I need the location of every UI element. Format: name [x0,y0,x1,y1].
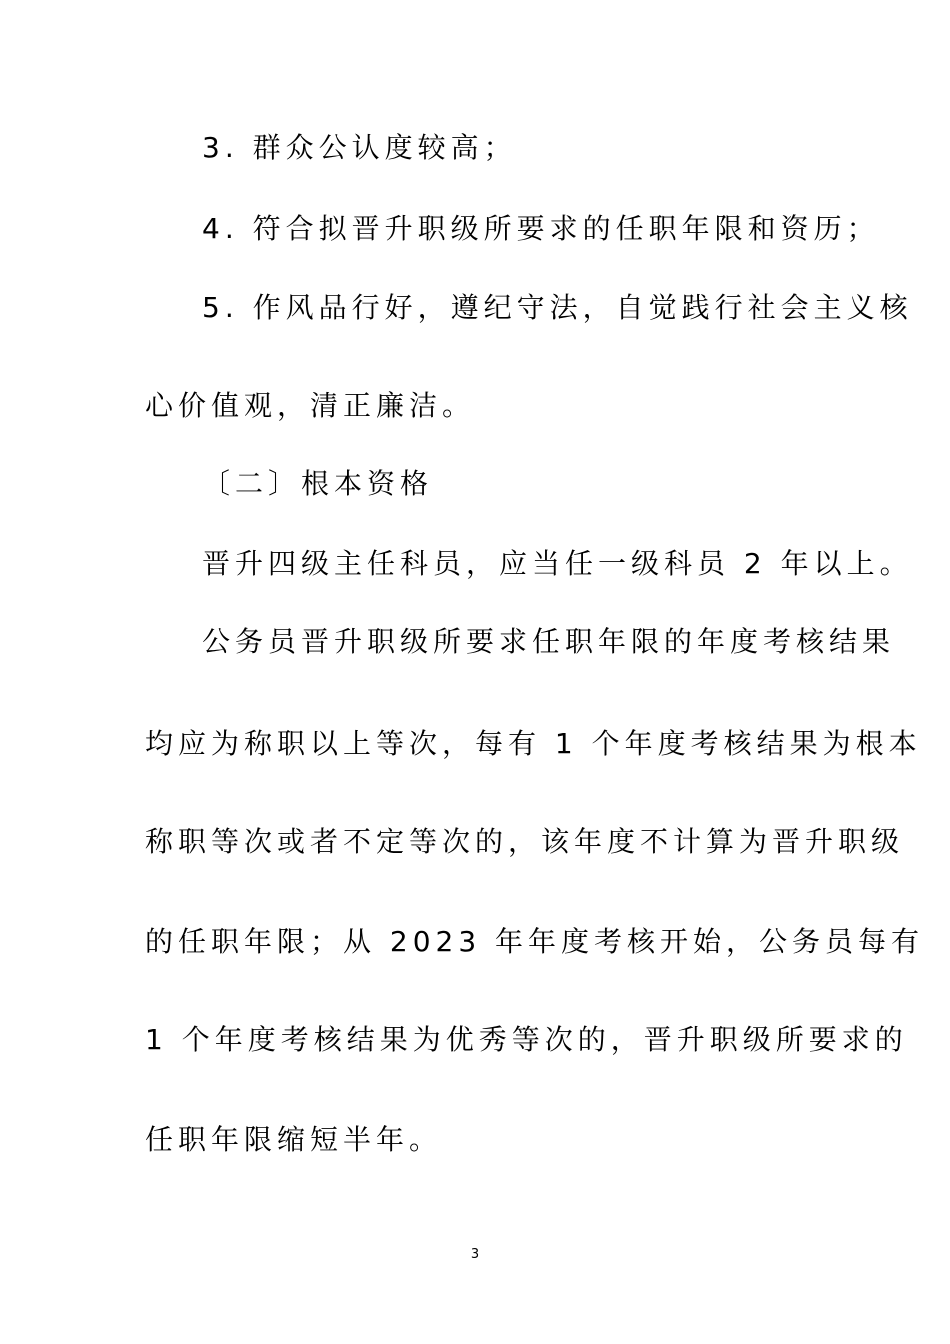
criterion-3: 3. 群众公认度较高； [202,131,517,164]
criterion-5-line-2: 心价值观，清正廉洁。 [145,389,476,422]
criterion-4: 4. 符合拟晋升职级所要求的任职年限和资历； [202,212,880,245]
paragraph-2-line-2: 均应为称职以上等次，每有 1 个年度考核结果为根本 [145,727,922,760]
section-heading: 〔二〕根本资格 [202,467,434,500]
page-number: 3 [470,1247,480,1262]
paragraph-2-line-6: 任职年限缩短半年。 [145,1123,443,1156]
paragraph-2-line-5: 1 个年度考核结果为优秀等次的，晋升职级所要求的 [145,1023,908,1056]
paragraph-2-line-1: 公务员晋升职级所要求任职年限的年度考核结果 [202,625,896,658]
paragraph-1: 晋升四级主任科员，应当任一级科员 2 年以上。 [202,547,913,580]
paragraph-2-line-4: 的任职年限；从 2023 年年度考核开始，公务员每有 [145,925,925,958]
paragraph-2-line-3: 称职等次或者不定等次的，该年度不计算为晋升职级 [145,825,905,858]
criterion-5-line-1: 5. 作风品行好，遵纪守法，自觉践行社会主义核 [202,291,913,324]
